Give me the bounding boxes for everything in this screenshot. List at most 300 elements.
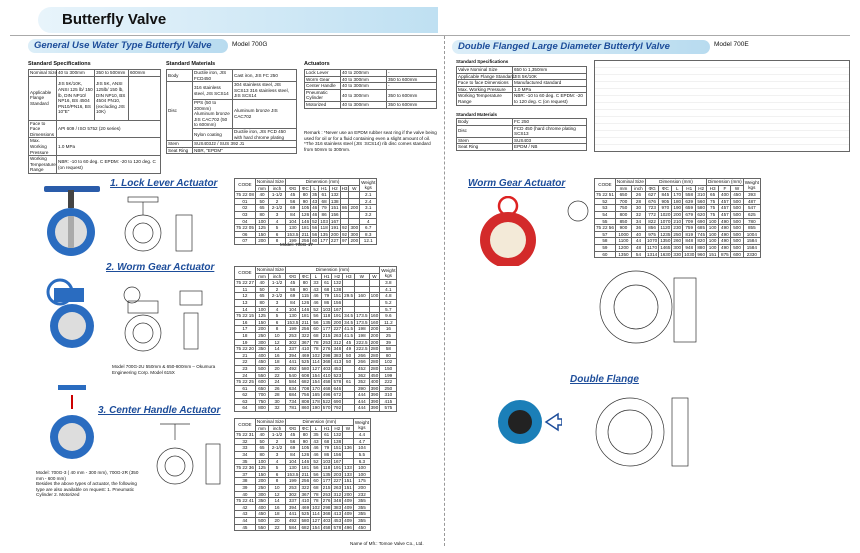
table-cell: 156 (333, 451, 342, 457)
table-cell (349, 218, 360, 225)
table-cell: 80 (300, 192, 311, 199)
table-cell: 45 (235, 524, 256, 531)
table-cell: 8 (269, 326, 286, 333)
table-row (595, 205, 761, 212)
table-cell: 45 (285, 192, 300, 199)
table-row: Applicable Flange Standard JIS 5K/10K (457, 73, 587, 80)
table-cell: 905 (659, 198, 672, 205)
table-cell: 222.5 (356, 339, 368, 345)
table-cell: 394 (285, 352, 300, 359)
table-cell: 772 (645, 211, 658, 218)
table-cell: 46 (311, 293, 322, 300)
left-banner-title: General Use Water Type Butterfyl Valve (34, 40, 212, 51)
std-mat-heading: Standard Materials (166, 61, 216, 67)
table-header-row: CODE Nominal Size Dimension (mm) Weight kgs (235, 267, 397, 274)
table-cell: 500 (731, 211, 743, 218)
table-cell: 84 (285, 299, 300, 306)
table-cell: 65 (255, 293, 268, 300)
table-cell: 40 (632, 231, 646, 238)
table-cell: 250 (673, 231, 682, 237)
table-cell (369, 306, 380, 313)
table-cell: 102 (380, 359, 397, 366)
table-cell (355, 280, 370, 287)
table-cell: 48 (632, 244, 646, 251)
table-cell: 367 (301, 491, 310, 497)
worm-gear-note: Model 700G-2U 550mm & 650-800mm – Okumura Engineering Corp. Model 615X (112, 364, 216, 375)
table-cell: 62 (235, 392, 256, 399)
table-cell: 126 (301, 211, 310, 217)
table-cell: 78 (311, 498, 322, 505)
table-row (235, 372, 397, 379)
table-cell: 500 (731, 238, 743, 245)
table-cell: 97 (341, 238, 348, 244)
table-row (235, 231, 377, 238)
table-cell: 312 (333, 491, 342, 497)
table-cell: 298 (322, 352, 331, 358)
table-cell: 450 (370, 372, 379, 378)
table-cell (340, 198, 349, 205)
table-cell (343, 372, 355, 379)
table-cell: 24 (269, 379, 286, 386)
table-cell: 138 (330, 198, 339, 204)
table-cell: 165 (312, 392, 320, 398)
table-cell: 330 (673, 251, 682, 257)
table-row (235, 198, 377, 205)
table-cell: 490 (719, 231, 731, 238)
table-row: Face to Face Dimensions API 609 / ISO 5752 (20 series) (29, 120, 161, 138)
table-cell: 79 (319, 205, 330, 212)
table-cell (343, 458, 354, 465)
table-row (235, 478, 371, 485)
table-cell (349, 211, 360, 218)
table-cell: 29.5 (344, 293, 354, 299)
table-row: Working Temperature Range NBR: -10 to 60 deg. C EPDM: -20 to 120 deg. C (on request) (29, 156, 161, 174)
table-cell: 75 22 36 (236, 465, 254, 471)
table-cell: 469 (301, 504, 310, 510)
table-cell: 6.7 (360, 225, 377, 232)
table-cell: 151 (344, 484, 352, 490)
table-row (235, 385, 397, 392)
table-cell: 45 (343, 339, 355, 346)
table-cell: 20 (269, 517, 286, 524)
table-cell: 492 (285, 365, 300, 372)
table-cell: 60 (311, 326, 322, 333)
table-cell: 191 (330, 225, 339, 231)
table-cell: 61 (235, 385, 256, 392)
table-cell: 36 (632, 225, 646, 232)
table-cell: 86 (321, 299, 332, 306)
table-cell: 390 (355, 385, 370, 392)
center-handle-note: Model: 700G-3 ( 40 mm - 300 mm), 700G-2R (350 mm - 600 mm) Besides the above types of actuator, the following type are also available on request: 1. Pneumatic Cylinder 2. Motorized (36, 470, 139, 498)
table-cell: 355 (353, 504, 370, 511)
table-row: Center Handle 40 to 300mm - (305, 83, 437, 90)
table-cell (343, 286, 355, 293)
table-cell: 2-1/2 (269, 445, 286, 452)
table-cell: 708 (301, 385, 310, 391)
table-cell (343, 398, 355, 405)
table-row (235, 465, 371, 472)
table-cell: 17 (235, 326, 256, 333)
table-cell: 14 (235, 306, 256, 313)
table-row (595, 218, 761, 225)
table-row (235, 192, 377, 199)
table-cell: 125 (255, 313, 268, 320)
table-row (595, 198, 761, 205)
table-cell: 61 (321, 280, 332, 287)
table-cell: 135 (320, 231, 328, 237)
table-cell: 700 (255, 392, 268, 399)
table-row (235, 352, 397, 359)
table-cell: 310 (380, 392, 397, 399)
table-cell (369, 299, 380, 306)
table-cell: 819 (683, 231, 696, 238)
table-cell: 1584 (743, 238, 760, 245)
table-cell: 855 (743, 225, 760, 232)
std-spec-table (28, 69, 161, 174)
handwheel-drawing (558, 196, 598, 226)
table-cell: 57 (595, 231, 616, 238)
table-cell: 100 (707, 225, 719, 232)
table-cell: 160 (370, 319, 379, 325)
table-cell: 450 (353, 524, 370, 531)
table-cell: 400 (255, 352, 268, 359)
table-cell: 659 (683, 205, 696, 212)
manufacturer: Name of Mfr.: Tomoe Valve Co., Ltd. (350, 541, 424, 546)
table-cell: 02 (235, 205, 256, 212)
table-cell: 469 (301, 352, 310, 358)
table-cell: 135 (322, 471, 331, 477)
table-cell: 1070 (660, 218, 671, 224)
table-cell: 383 (333, 504, 342, 510)
table-row: Nylon coating Ductile iron, JIS FCD 450 with hard chrome plating (167, 128, 297, 140)
table-cell: 394 (285, 504, 300, 511)
table-cell: 50 (343, 352, 355, 359)
table-cell: 100 (707, 218, 719, 225)
table-cell: 337 (285, 346, 300, 353)
table-row: Seat Ring EPDM / NB (457, 144, 587, 151)
table-cell: 684 (285, 392, 300, 399)
table-cell: 150 (255, 231, 268, 238)
table-cell: 200 (350, 238, 359, 244)
table-cell: 14 (269, 498, 286, 505)
table-row (235, 225, 377, 232)
r-spec-heading: Standard Specifications (456, 59, 509, 64)
table-row (235, 491, 371, 498)
table-row (235, 319, 397, 326)
table-cell: 1350 (615, 251, 631, 258)
table-cell: 500 (731, 218, 743, 225)
table-cell: 522 (322, 398, 331, 404)
table-cell: 146 (301, 306, 310, 312)
r-mat-heading: Standard Materials (456, 112, 498, 117)
table-cell: 75 (707, 211, 719, 218)
table-cell: 118 (322, 313, 331, 319)
table-cell: 280 (370, 352, 379, 358)
table-cell: 118 (322, 465, 331, 471)
table-cell: 200 (330, 231, 339, 237)
divider (444, 36, 445, 546)
table-cell: 570 (322, 405, 331, 411)
table-cell: 500 (731, 225, 743, 232)
table-cell: 780 (743, 218, 760, 225)
table-row (595, 244, 761, 251)
table-cell: 45 (285, 280, 300, 287)
table-cell: 138 (333, 286, 342, 292)
table-cell: 800 (615, 211, 631, 218)
table-cell: 256 (301, 478, 310, 484)
table-cell: 104 (353, 445, 370, 452)
table-cell: 24 (235, 372, 256, 379)
table-cell: 6 (269, 319, 286, 326)
table-cell: 200 (370, 332, 379, 338)
table-cell: 682 (301, 524, 310, 530)
table-cell: 35 (311, 432, 322, 439)
table-row (235, 379, 397, 386)
table-cell: 132 (330, 192, 339, 198)
table-cell: 153.5 (286, 319, 299, 325)
table-cell: 75 22 56 (596, 225, 614, 231)
table-cell: 42 (235, 504, 256, 511)
table-cell: 266 (355, 359, 370, 366)
table-cell: 850 (615, 218, 631, 225)
table-cell: 750 (255, 398, 268, 405)
worm-gear-drawing (118, 285, 218, 355)
table-cell: 79 (321, 293, 332, 300)
table-row (595, 251, 761, 258)
table-header-row: CODE Nominal Size Dimension (mm) Weight kgs (235, 419, 371, 426)
table-cell: 127 (312, 365, 320, 371)
table-cell: 64 (235, 405, 256, 412)
table-row (235, 524, 371, 531)
table-cell: 650 (615, 192, 631, 199)
table-cell: 35 (235, 458, 256, 465)
right-banner-title: Double Flanged Large Diameter Butterfyl Valve (458, 41, 670, 52)
table-row: Motorized 40 to 300mm 350 to 600mm (305, 101, 437, 108)
table-row: Worm Gear 40 to 300mm 350 to 600mm (305, 76, 437, 83)
table-cell: 441 (285, 359, 300, 366)
table-cell: 215 (322, 484, 331, 490)
table-cell: 52 (595, 198, 616, 205)
table-cell: 975 (645, 231, 658, 238)
table-cell: 676 (645, 198, 658, 205)
table-cell: 104 (285, 306, 300, 313)
table-cell (340, 192, 349, 199)
table-cell: 3.1 (360, 205, 377, 212)
table-header-row: CODE Nominal Size Dimension (mm) Weight kgs (235, 179, 377, 186)
center-handle-table (234, 418, 371, 531)
table-cell: 800 (255, 405, 268, 412)
table-cell: 355 (353, 517, 370, 524)
table-cell: 558 (683, 192, 696, 199)
table-row (235, 280, 397, 287)
table-cell: 103 (322, 458, 331, 464)
table-cell: 54 (595, 211, 616, 218)
table-cell: 5 (269, 313, 286, 320)
table-cell: 44 (632, 238, 646, 245)
table-row: Body FC 250 (457, 119, 587, 126)
table-row (235, 484, 371, 491)
table-cell: 781 (285, 405, 300, 412)
table-cell: 253 (322, 339, 331, 345)
table-row: Nominal Size 40 to 300mm 350 to 500mm 600mm (29, 70, 161, 77)
table-cell: 199 (380, 372, 397, 379)
std-spec-heading: Standard Specifications (28, 61, 91, 67)
table-cell: 450 (255, 359, 268, 366)
table-cell: 525 (301, 359, 310, 365)
table-cell: 34 (235, 451, 256, 458)
table-cell: 68 (321, 438, 332, 445)
table-cell: 177 (320, 238, 328, 244)
table-cell: 14 (269, 346, 286, 353)
table-cell: 150 (255, 319, 268, 326)
table-cell: 4.8 (380, 293, 397, 300)
table-cell: 58 (595, 238, 616, 245)
table-cell: 80 (255, 451, 268, 458)
table-cell: 808 (301, 398, 310, 404)
table-row (235, 504, 371, 511)
table-cell: 167 (333, 458, 342, 464)
table-row (235, 346, 397, 353)
table-cell: 41.5 (344, 326, 354, 332)
table-cell: 650 (255, 385, 268, 392)
lock-lever-valve-image (38, 186, 106, 258)
table-cell: 211 (301, 231, 309, 237)
right-model: Model 700E (714, 41, 749, 48)
table-cell: 227 (333, 478, 342, 484)
double-flange-drawing (590, 392, 694, 472)
table-cell: 500 (255, 517, 268, 524)
table-cell: 151 (707, 251, 719, 258)
table-cell: 3.8 (380, 280, 397, 287)
table-cell: 115 (301, 293, 309, 299)
table-cell: 266 (355, 352, 370, 359)
table-cell: 4 (269, 458, 286, 465)
table-cell: 156 (333, 299, 342, 305)
table-cell: 575 (380, 405, 397, 412)
table-cell: 30 (269, 398, 286, 405)
table-cell: 900 (615, 225, 631, 232)
table-cell: 151 (330, 205, 339, 211)
table-row (235, 438, 371, 445)
table-cell: 250 (255, 332, 268, 339)
table-cell: 500 (731, 244, 743, 251)
table-row: Valve Nominal Size 650 to 1,350mm (457, 67, 587, 74)
table-cell: 298 (322, 504, 331, 510)
table-cell: 496 (344, 524, 352, 530)
table-cell: 125 (255, 225, 268, 232)
table-cell: 39 (235, 484, 256, 491)
table-cell: 80 (255, 211, 268, 218)
table-cell: 232 (353, 491, 370, 498)
table-cell (343, 299, 355, 306)
table-cell: 253 (285, 332, 300, 339)
table-cell (343, 385, 355, 392)
table-cell: 453 (333, 365, 342, 371)
table-cell: 10 (269, 484, 286, 491)
table-cell: 300 (255, 491, 268, 498)
table-cell: 65 (707, 192, 719, 199)
table-cell: 4 (269, 306, 286, 313)
table-cell: 390 (370, 392, 379, 398)
section-lock-lever: 1. Lock Lever Actuator (110, 178, 218, 189)
table-cell: 07 (235, 238, 256, 245)
table-cell: 75 22 27 (236, 280, 254, 286)
table-cell: 3 (269, 451, 286, 458)
table-cell: 56 (285, 438, 300, 445)
table-cell: 26 (632, 192, 646, 199)
table-cell: 56 (311, 471, 322, 478)
table-row: Disc FCD 450 (hard chrome plating SCS13 (457, 125, 587, 137)
table-row (235, 218, 377, 225)
table-cell: 130 (285, 465, 300, 472)
table-cell: 69 (285, 293, 300, 300)
table-cell: 685 (697, 225, 705, 231)
table-cell: 367 (301, 339, 310, 345)
table-cell: 8 (269, 238, 286, 245)
table-cell: 18 (235, 332, 256, 339)
table-cell: 32 (269, 405, 286, 412)
table-cell: 222 (380, 379, 397, 386)
table-cell (355, 286, 370, 293)
table-cell: 322 (301, 332, 310, 338)
table-cell: 33 (311, 280, 322, 287)
table-cell: 32 (235, 438, 256, 445)
table-cell: 620 (697, 211, 705, 217)
table-cell: 856 (645, 225, 658, 232)
table-cell: 400 (719, 192, 731, 199)
table-cell: 578 (333, 524, 342, 530)
table-cell: 523 (333, 372, 342, 378)
table-cell: 822 (645, 218, 658, 225)
table-header-row: mm inch ΦG ΦC L H1 H2 W (235, 425, 371, 432)
table-cell: 230 (673, 225, 682, 231)
table-cell: 5 (269, 225, 286, 232)
table-cell: 78 (311, 346, 322, 353)
table-row (235, 517, 371, 524)
table-row (595, 211, 761, 218)
table-row (235, 445, 371, 452)
table-row (235, 451, 371, 458)
table-cell: 118 (320, 225, 328, 231)
table-cell: 580 (301, 365, 310, 371)
table-cell: 50 (255, 438, 268, 445)
table-cell: 63 (235, 398, 256, 405)
table-cell: 105 (301, 445, 310, 451)
table-cell: 580 (301, 517, 310, 523)
table-cell: 550 (255, 372, 268, 379)
table-cell: 59 (595, 244, 616, 251)
table-cell: 75 22 51 (596, 192, 614, 198)
table-cell: 2 (269, 198, 286, 205)
table-cell (343, 392, 355, 399)
table-cell: 1020 (660, 211, 671, 217)
table-cell: 181 (301, 465, 310, 471)
table-cell: 65 (255, 205, 268, 212)
table-cell: 256 (301, 238, 310, 244)
table-cell: 43 (311, 286, 322, 293)
table-cell: 16 (269, 352, 286, 359)
table-cell: 4.4 (353, 432, 370, 439)
table-cell: 90 (300, 286, 311, 293)
table-cell: 302 (285, 491, 300, 498)
table-header-row: CODE Nominal Size Dimension (mm) Dimension (mm) Weight kgs (595, 179, 761, 186)
table-cell: 4 (269, 218, 286, 225)
table-cell: 759 (683, 225, 696, 232)
table-cell: 750 (615, 205, 631, 212)
table-cell: 100 (353, 465, 370, 472)
table-row (235, 205, 377, 212)
table-cell: 820 (697, 238, 705, 244)
